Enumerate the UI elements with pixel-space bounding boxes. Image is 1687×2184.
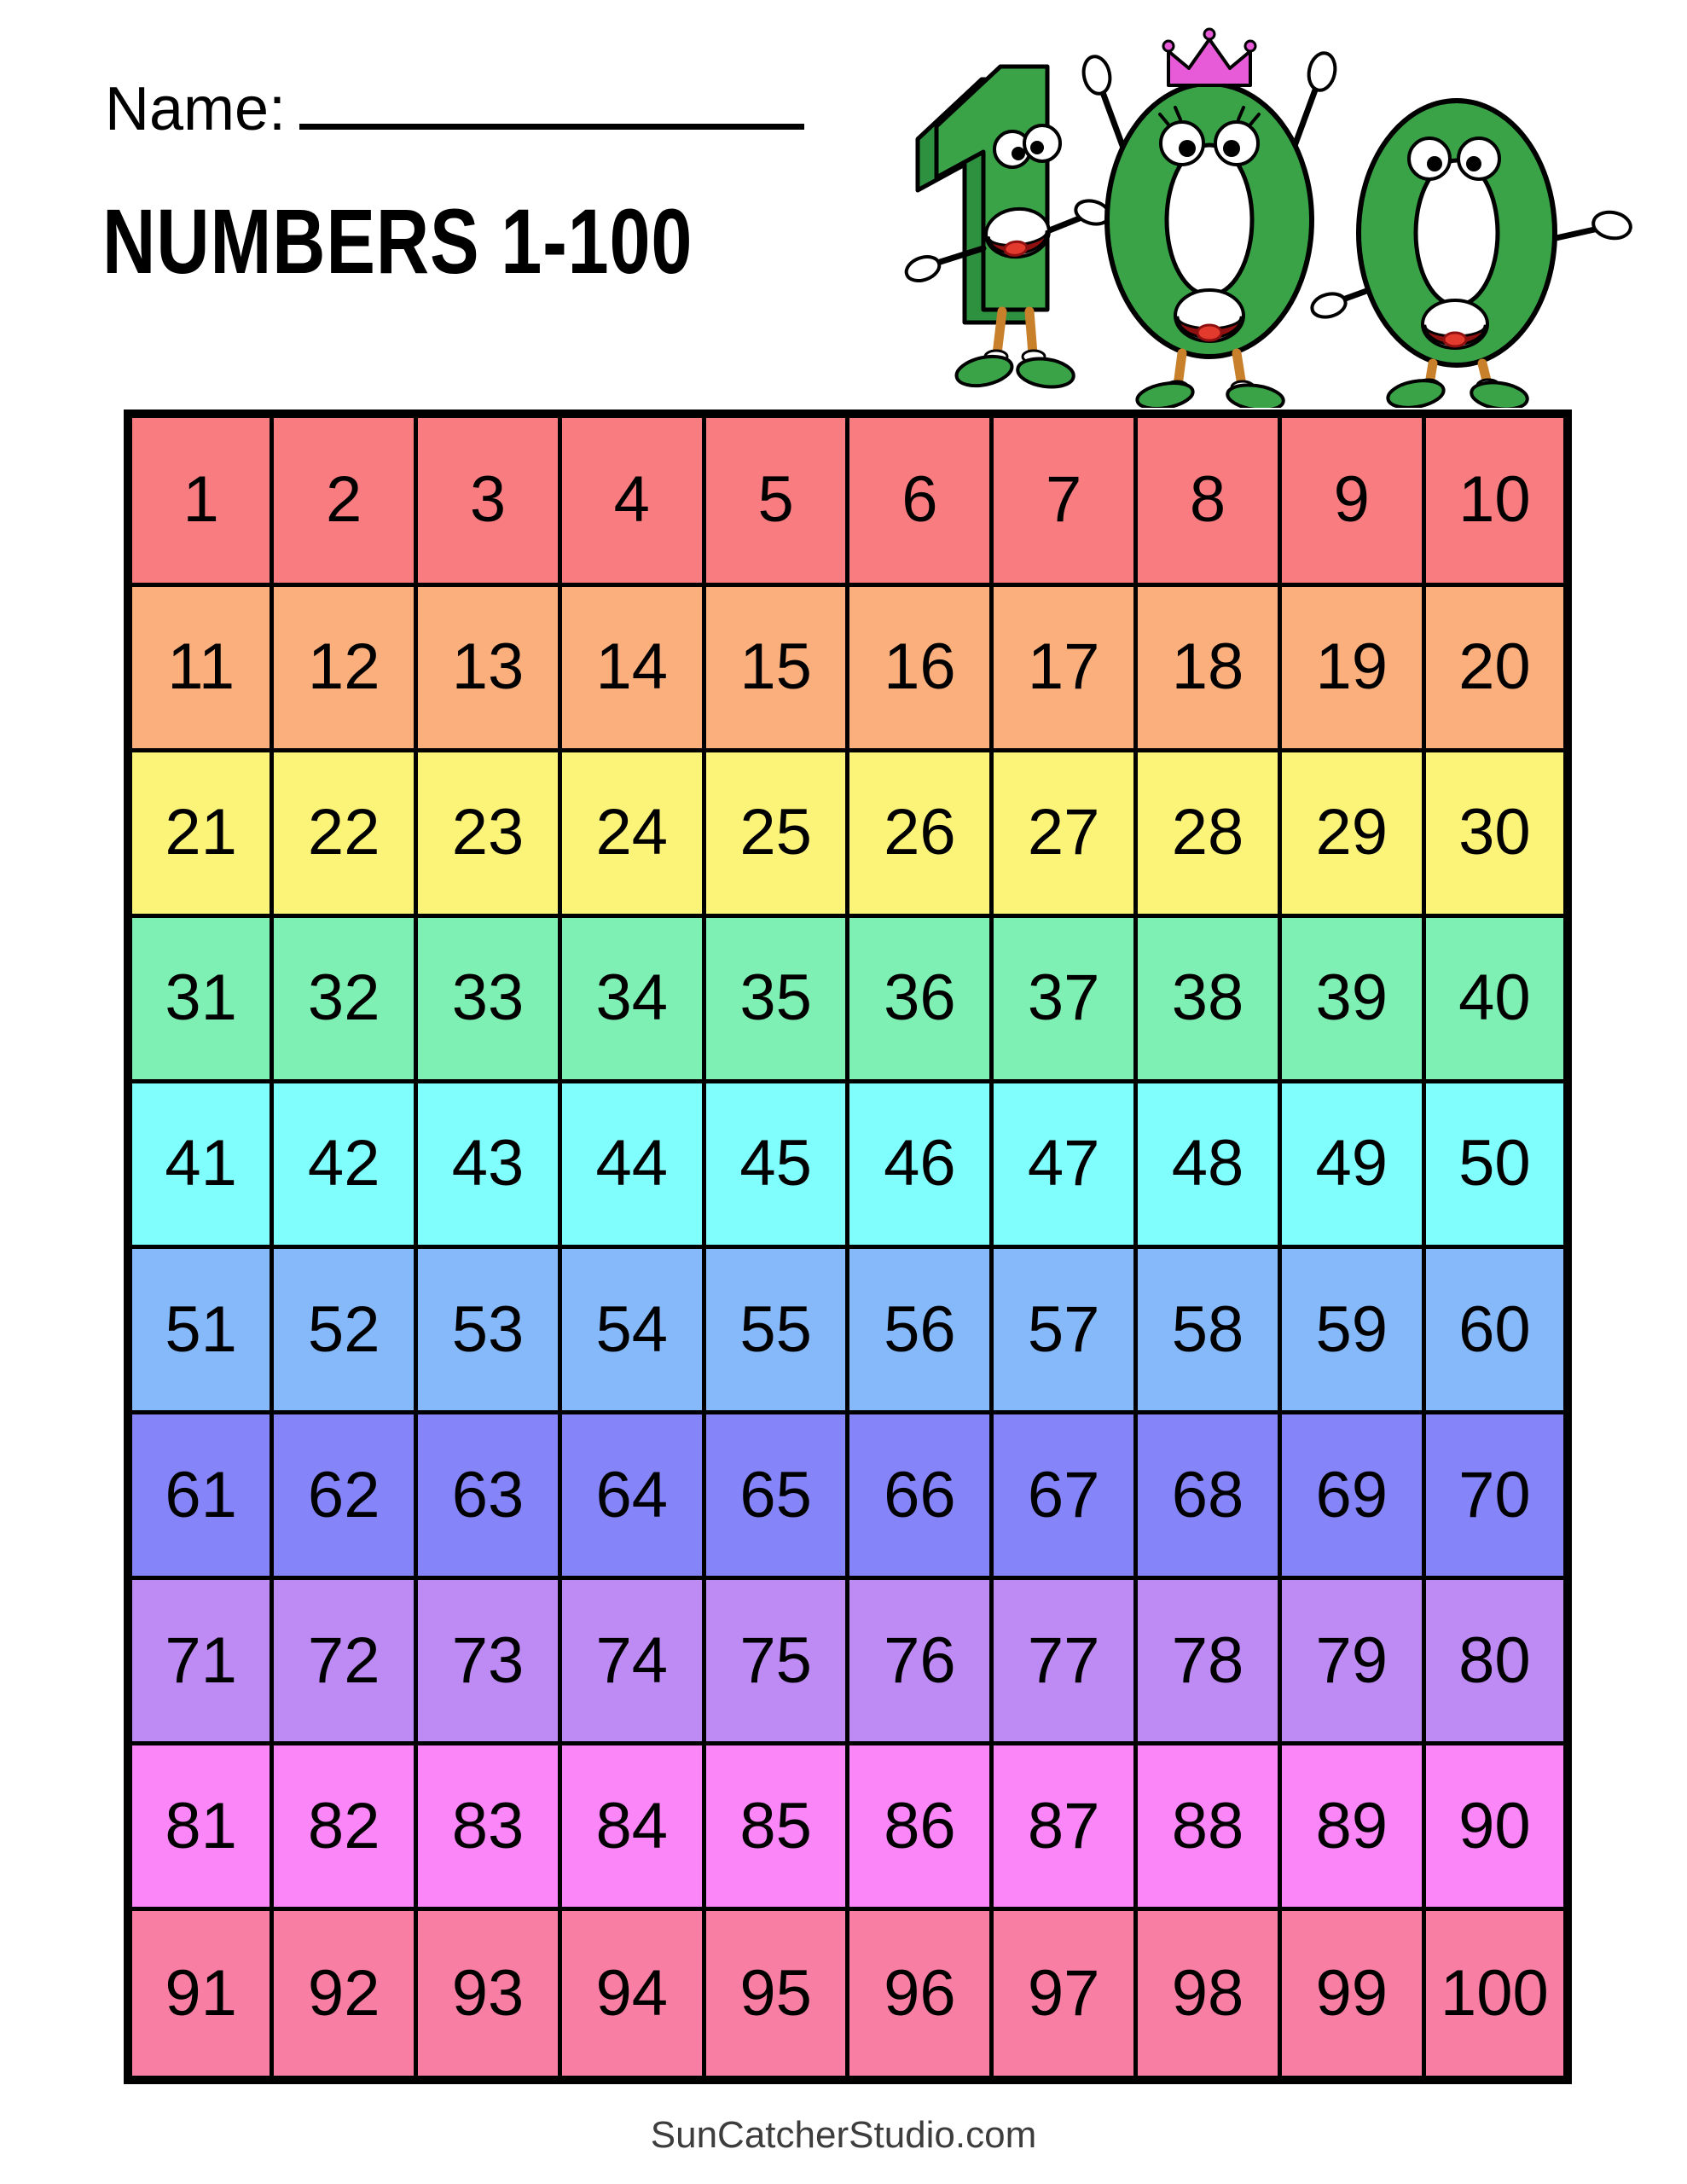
number-cell: 18 (1136, 584, 1280, 750)
number-cell: 43 (416, 1081, 560, 1246)
number-cell: 57 (992, 1246, 1136, 1412)
chart-row (128, 915, 1568, 1081)
number-cell: 41 (128, 1081, 272, 1246)
chart-row (128, 414, 1568, 584)
chart-row (128, 1578, 1568, 1744)
number-cell: 19 (1279, 584, 1423, 750)
number-cell: 40 (1423, 915, 1568, 1081)
shoe-icon (1226, 382, 1284, 408)
digit-one-character (903, 67, 1112, 391)
number-cell: 44 (559, 1081, 704, 1246)
number-cell: 55 (704, 1246, 848, 1412)
number-cell: 9 (1279, 414, 1423, 584)
number-cell: 27 (992, 750, 1136, 915)
shoe-icon (954, 351, 1014, 390)
number-cell: 73 (416, 1578, 560, 1744)
number-cell: 90 (1423, 1744, 1568, 1909)
number-cell: 10 (1423, 414, 1568, 584)
number-cell: 92 (272, 1909, 416, 2080)
number-cell: 37 (992, 915, 1136, 1081)
number-cell: 14 (559, 584, 704, 750)
number-cell: 7 (992, 414, 1136, 584)
number-cell: 3 (416, 414, 560, 584)
chart-row (128, 584, 1568, 750)
number-cell: 49 (1279, 1081, 1423, 1246)
number-cell: 42 (272, 1081, 416, 1246)
number-cell: 62 (272, 1413, 416, 1578)
number-cell: 51 (128, 1246, 272, 1412)
chart-row (128, 1909, 1568, 2080)
number-cell: 34 (559, 915, 704, 1081)
number-cell: 98 (1136, 1909, 1280, 2080)
number-cell: 76 (848, 1578, 992, 1744)
number-cell: 64 (559, 1413, 704, 1578)
glove-icon (1081, 54, 1113, 96)
number-cell: 77 (992, 1578, 1136, 1744)
footer-credit: SunCatcherStudio.com (650, 2114, 1037, 2156)
number-cell: 63 (416, 1413, 560, 1578)
chart-row (128, 1744, 1568, 1909)
shoe-icon (1470, 380, 1529, 408)
number-cell: 23 (416, 750, 560, 915)
number-cell: 32 (272, 915, 416, 1081)
number-cell: 91 (128, 1909, 272, 2080)
number-cell: 65 (704, 1413, 848, 1578)
number-cell: 30 (1423, 750, 1568, 915)
name-blank-line (299, 123, 804, 130)
number-cell: 93 (416, 1909, 560, 2080)
number-cell: 38 (1136, 915, 1280, 1081)
name-row (105, 75, 804, 143)
number-cell: 83 (416, 1744, 560, 1909)
number-cell: 100 (1423, 1909, 1568, 2080)
number-cell: 28 (1136, 750, 1280, 915)
number-cell: 97 (992, 1909, 1136, 2080)
cartoon-100-illustration (843, 15, 1653, 408)
number-cell: 79 (1279, 1578, 1423, 1744)
number-cell: 15 (704, 584, 848, 750)
number-cell: 54 (559, 1246, 704, 1412)
glove-icon (903, 253, 942, 285)
number-cell: 45 (704, 1081, 848, 1246)
mouth-icon (1175, 290, 1244, 341)
hundred-chart (124, 410, 1572, 2084)
number-cell: 60 (1423, 1246, 1568, 1412)
hundred-chart-body (128, 414, 1568, 2080)
number-cell: 21 (128, 750, 272, 915)
number-cell: 89 (1279, 1744, 1423, 1909)
number-cell: 68 (1136, 1413, 1280, 1578)
number-cell: 36 (848, 915, 992, 1081)
number-cell: 74 (559, 1578, 704, 1744)
number-cell: 1 (128, 414, 272, 584)
number-cell: 71 (128, 1578, 272, 1744)
number-cell: 95 (704, 1909, 848, 2080)
number-cell: 2 (272, 414, 416, 584)
glove-icon (1591, 209, 1633, 241)
number-cell: 84 (559, 1744, 704, 1909)
number-cell: 75 (704, 1578, 848, 1744)
number-cell: 31 (128, 915, 272, 1081)
number-cell: 99 (1279, 1909, 1423, 2080)
number-cell: 5 (704, 414, 848, 584)
number-cell: 48 (1136, 1081, 1280, 1246)
number-cell: 8 (1136, 414, 1280, 584)
number-cell: 88 (1136, 1744, 1280, 1909)
number-cell: 25 (704, 750, 848, 915)
number-cell: 87 (992, 1744, 1136, 1909)
number-cell: 78 (1136, 1578, 1280, 1744)
number-cell: 81 (128, 1744, 272, 1909)
digit-zero-queen-character (1081, 29, 1338, 408)
number-cell: 58 (1136, 1246, 1280, 1412)
chart-row (128, 1413, 1568, 1578)
chart-row (128, 1246, 1568, 1412)
number-cell: 4 (559, 414, 704, 584)
page-title: NUMBERS 1-100 (102, 189, 693, 293)
number-cell: 50 (1423, 1081, 1568, 1246)
number-cell: 16 (848, 584, 992, 750)
number-cell: 82 (272, 1744, 416, 1909)
glove-icon (1306, 50, 1338, 92)
name-label: Name: (105, 75, 287, 143)
number-cell: 17 (992, 584, 1136, 750)
number-cell: 69 (1279, 1413, 1423, 1578)
number-cell: 72 (272, 1578, 416, 1744)
number-cell: 20 (1423, 584, 1568, 750)
number-cell: 52 (272, 1246, 416, 1412)
number-cell: 6 (848, 414, 992, 584)
chart-row (128, 750, 1568, 915)
number-cell: 66 (848, 1413, 992, 1578)
number-cell: 13 (416, 584, 560, 750)
digit-zero-character (1309, 101, 1632, 408)
number-cell: 24 (559, 750, 704, 915)
number-cell: 67 (992, 1413, 1136, 1578)
number-cell: 56 (848, 1246, 992, 1412)
number-cell: 59 (1279, 1246, 1423, 1412)
number-cell: 35 (704, 915, 848, 1081)
number-cell: 29 (1279, 750, 1423, 915)
number-cell: 11 (128, 584, 272, 750)
number-cell: 46 (848, 1081, 992, 1246)
chart-row (128, 1081, 1568, 1246)
crown-icon (1163, 29, 1255, 85)
number-cell: 96 (848, 1909, 992, 2080)
mouth-icon (1423, 300, 1487, 348)
number-cell: 26 (848, 750, 992, 915)
shoe-icon (1135, 379, 1195, 408)
glove-icon (1309, 290, 1348, 320)
number-cell: 39 (1279, 915, 1423, 1081)
number-cell: 61 (128, 1413, 272, 1578)
number-cell: 85 (704, 1744, 848, 1909)
number-cell: 12 (272, 584, 416, 750)
number-cell: 70 (1423, 1413, 1568, 1578)
number-cell: 94 (559, 1909, 704, 2080)
number-cell: 33 (416, 915, 560, 1081)
number-cell: 86 (848, 1744, 992, 1909)
number-cell: 80 (1423, 1578, 1568, 1744)
shoe-icon (1016, 356, 1075, 391)
number-cell: 22 (272, 750, 416, 915)
number-cell: 53 (416, 1246, 560, 1412)
shoe-icon (1386, 376, 1446, 408)
number-cell: 47 (992, 1081, 1136, 1246)
